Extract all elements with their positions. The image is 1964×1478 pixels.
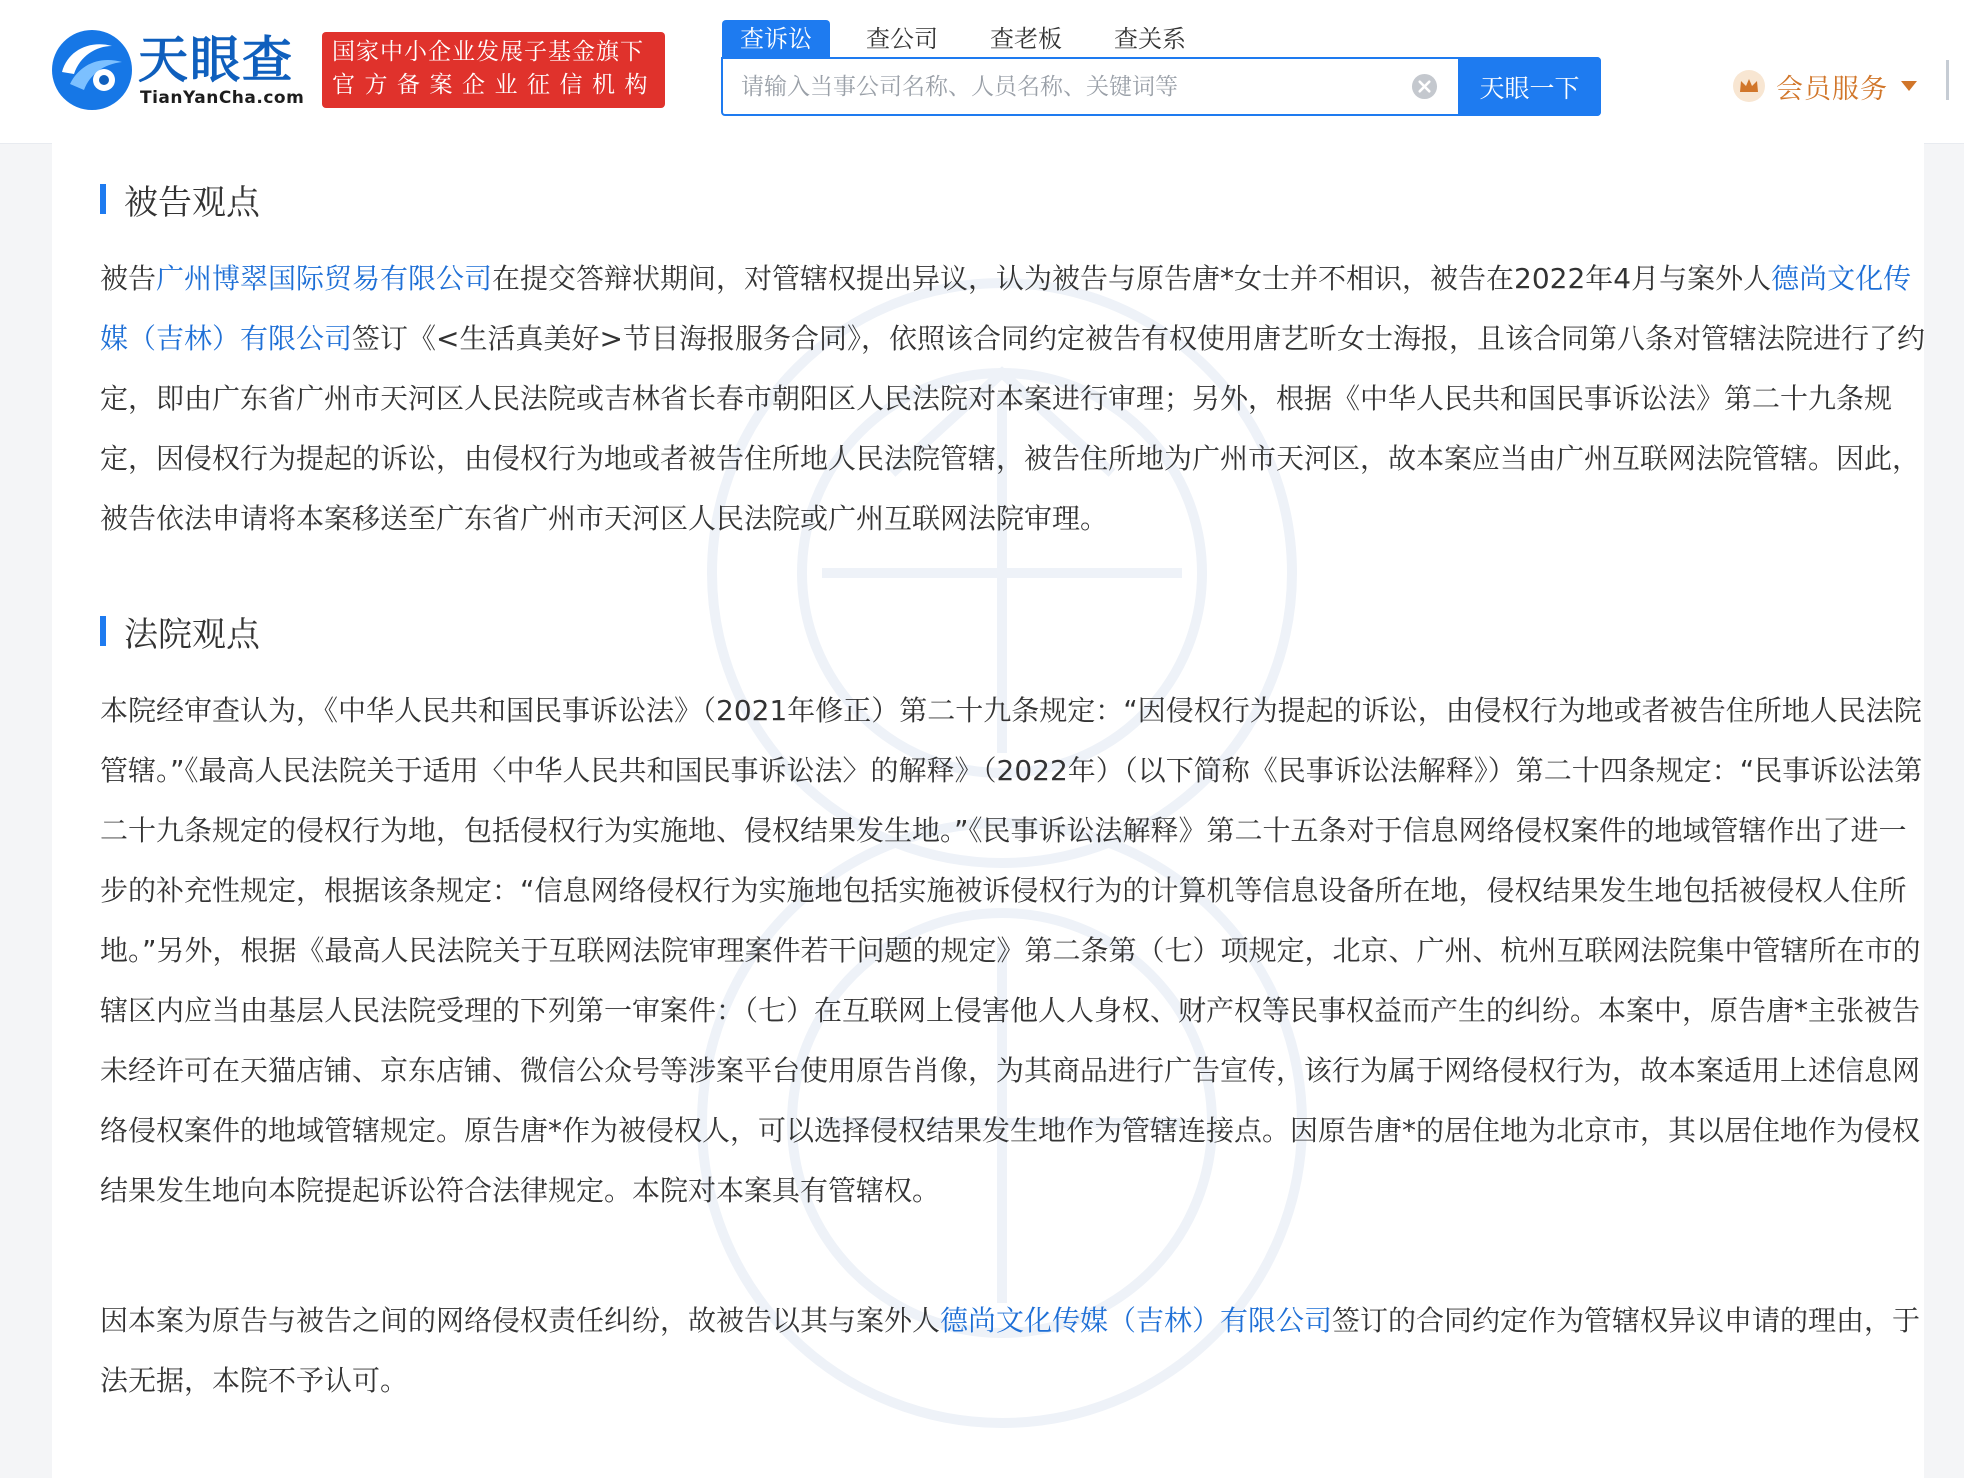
section-title-court: 法院观点 — [124, 614, 260, 655]
logo-text-en: TianYanCha.com — [140, 88, 305, 108]
logo-text-cn: 天眼查 — [138, 31, 294, 89]
section-title-defendant: 被告观点 — [124, 182, 260, 223]
scrollbar-edge — [1946, 60, 1949, 100]
court-opinion-paragraph-2 — [100, 1291, 1932, 1411]
search-button[interactable]: 天眼一下 — [1458, 57, 1601, 116]
official-badge — [322, 32, 665, 108]
company-link-deshang[interactable]: 德尚文化传媒（吉林）有限公司 — [940, 1304, 1333, 1337]
caret-down-icon — [1900, 80, 1918, 92]
badge-line-1: 国家中小企业发展子基金旗下 — [332, 39, 644, 65]
company-link-guangzhou-bocui[interactable]: 广州博翠国际贸易有限公司 — [156, 262, 493, 295]
text-segment: 被告 — [100, 262, 157, 295]
court-opinion-paragraph-1: 本院经审查认为，《中华人民共和国民事诉讼法》（2021年修正）第二十九条规定：“因侵权行为提起的诉讼，由侵权行为地或者被告住所地人民法院管辖。”《最高人民法院关于适用〈中华人民共和国民事诉讼法〉的解释》（2022年）（以下简称《民事诉讼法解释》）第二十四条规定：“民事诉讼法第二十九条规定的侵权行为地，包括侵权行为实施地、侵权结果发生地。”《民事诉讼法解释》第二十五条对于信息网络侵权案件的地域管辖作出了进一步的补充性规定，根据该条规定：“信息网络侵权行为实施地包括实施被诉侵权行为的计算机等信息设备所在地，侵权结果发生地包括被侵权人住所地。”另外，根据《最高人民法院关于互联网法院审理案件若干问题的规定》第二条第（七）项规定，北京、广州、杭州互联网法院集中管辖所在市的辖区内应当由基层人民法院受理的下列第一审案件：（七）在互联网上侵害他人人身权、财产权等民事权益而产生的纠纷。本案中，原告唐*主张被告未经许可在天猫店铺、京东店铺、微信公众号等涉案平台使用原告肖像，为其商品进行广告宣传，该行为属于网络侵权行为，故本案适用上述信息网络侵权案件的地域管辖规定。原告唐*作为被侵权人，可以选择侵权结果发生地作为管辖连接点。因原告唐*的居住地为北京市，其以居住地作为侵权结果发生地向本院提起诉讼符合法律规定。本院对本案具有管辖权。 — [100, 694, 1923, 1207]
defendant-opinion-paragraph — [100, 249, 1932, 549]
clear-icon[interactable] — [1411, 73, 1438, 100]
tianyancha-logo[interactable] — [50, 28, 310, 112]
judgment-content-card — [52, 143, 1924, 1478]
section-marker — [100, 616, 106, 646]
search-input[interactable] — [723, 59, 1443, 114]
search-tabs — [722, 20, 1220, 58]
tab-boss[interactable]: 查老板 — [990, 25, 1062, 53]
text-segment: 签订的合同约定作为管辖权异议申请的理由，于法无据，本院不予认可。 — [100, 1304, 1921, 1397]
tab-lawsuit[interactable]: 查诉讼 — [722, 20, 830, 58]
text-segment: 签订《<生活真美好>节目海报服务合同》，依照该合同约定被告有权使用唐艺昕女士海报，且该合同第八条对管辖法院进行了约定，即由广东省广州市天河区人民法院或吉林省长春市朝阳区人民法院对本案进行审理；另外，根据《中华人民共和国民事诉讼法》第二十九条规定，因侵权行为提起的诉讼，由侵权行为地或者被告住所地人民法院管辖，被告住所地为广州市天河区，故本案应当由广州互联网法院管辖。因此，被告依法申请将本案移送至广东省广州市天河区人民法院或广州互联网法院审理。 — [100, 322, 1925, 535]
text-segment: 因本案为原告与被告之间的网络侵权责任纠纷，故被告以其与案外人 — [100, 1304, 941, 1337]
section-header-defendant — [100, 179, 260, 223]
text-segment: 在提交答辩状期间，对管辖权提出异议，认为被告与原告唐*女士并不相识，被告在2022年4月与案外人 — [492, 262, 1772, 295]
top-header — [0, 0, 1964, 144]
tab-relation[interactable]: 查关系 — [1114, 25, 1186, 53]
badge-line-2: 官方备案企业征信机构 — [332, 72, 657, 98]
section-header-court — [100, 611, 260, 655]
section-marker — [100, 184, 106, 214]
member-service-label: 会员服务 — [1776, 73, 1888, 105]
company-link-deshang[interactable]: 德尚文化传媒（吉林）有限公司 — [100, 262, 1912, 355]
search-box — [721, 57, 1601, 116]
tianyancha-logo-icon — [50, 28, 134, 112]
member-service-menu[interactable] — [1732, 66, 1918, 106]
tab-company[interactable]: 查公司 — [866, 25, 938, 53]
crown-icon — [1732, 69, 1766, 103]
